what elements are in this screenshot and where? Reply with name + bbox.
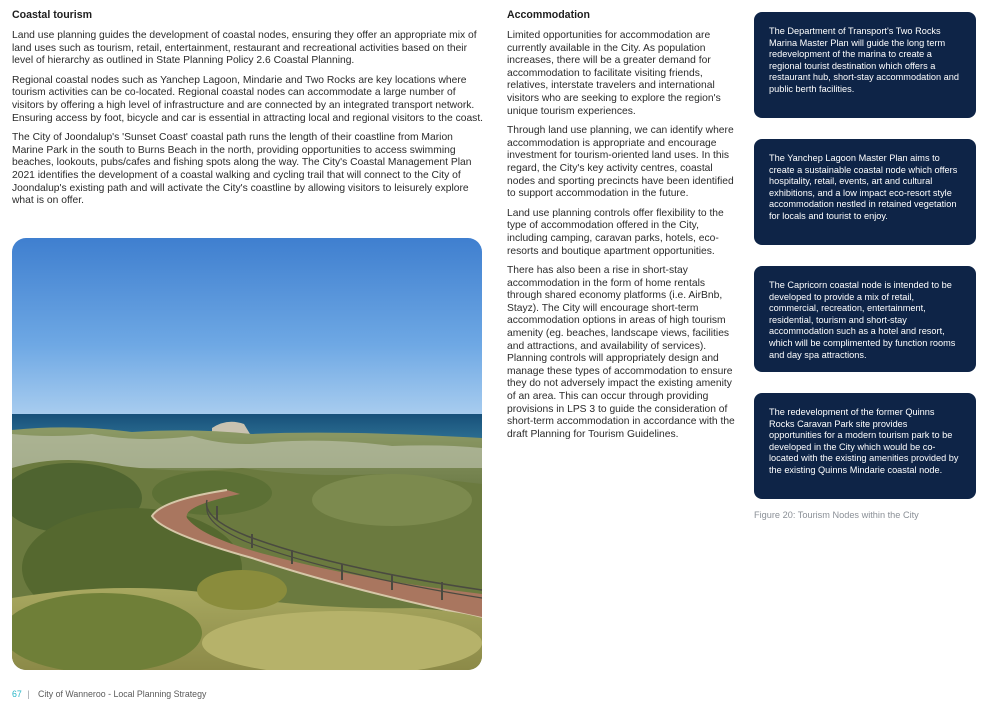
accommodation-paragraph-4: There has also been a rise in short-stay accommodation in the form of home rentals through shared economy platforms (i.e. AirBnb, Stayz). The City will encourage short-term accommodation options in areas of high tourism amenity (eg. beaches, landscape views, facilities and attractions, and availability of services). Planning controls will appropriately design and manage these types of accommodation to ensure they do not adversely impact the existing amenity of an area. This can occur through providing provisions in LPS 3 to guide the consideration of short-term accommodation in accordance with the draft Planning for Tourism Guidelines. xyxy=(507,265,735,440)
callout-two-rocks-marina: The Department of Transport's Two Rocks Marina Master Plan will guide the long term redevelopment of the marina to create a regional tourist destination which offers a restaurant hub, short-stay accommodation and public berth facilities. xyxy=(754,12,976,118)
accommodation-paragraph-1: Limited opportunities for accommodation are currently available in the City. As population increases, there will be a greater demand for accommodation to facilitate visiting friends, relatives, interstate travelers and international visitors who are seeking to explore the region's unique tourism experiences. xyxy=(507,30,721,117)
coastal-paragraph-3: The City of Joondalup's 'Sunset Coast' coastal path runs the length of their coastline from Marion Marine Park in the south to Burns Beach in the north, providing opportunities to access swimming beaches, lookouts, pubs/cafes and fishing spots along the way. The City's Coastal Management Plan 2021 identifies the development of a coastal walking and cycling trail that will connect to the City of Joondalup's existing path and will activate the City's coastline by allowing visitors to leisurely explore what is on offer. xyxy=(12,132,472,207)
page-footer xyxy=(12,689,206,699)
accommodation-paragraph-2: Through land use planning, we can identify where accommodation is appropriate and encourage investment for tourism-oriented land uses. In this regard, the City's key activity centres, coastal nodes and sporting precincts have been identified to support accommodation in the future. xyxy=(507,125,734,200)
accommodation-heading: Accommodation xyxy=(507,9,590,21)
document-title: City of Wanneroo - Local Planning Strategy xyxy=(38,689,207,699)
coastal-path-photo xyxy=(12,238,482,670)
callout-capricorn-node: The Capricorn coastal node is intended to be developed to provide a mix of retail, commercial, recreation, entertainment, residential, tourism and short-stay accommodation such as a hotel and resort, which will be complimented by function rooms and day spa attractions. xyxy=(754,266,976,372)
coastal-tourism-heading: Coastal tourism xyxy=(12,9,93,21)
callout-yanchep-lagoon: The Yanchep Lagoon Master Plan aims to create a sustainable coastal node which offers hospitality, retail, events, art and cultural exhibitions, and a low impact eco-resort style accommodation nestled in retained vegetation for locals and tourist to enjoy. xyxy=(754,139,976,245)
figure-caption: Figure 20: Tourism Nodes within the City xyxy=(754,510,919,520)
callout-quinns-rocks: The redevelopment of the former Quinns Rocks Caravan Park site provides opportunities for a modern tourism park to be developed in the City which would be co-located with the existing amenities provided by the existing Quinns Mindarie coastal node. xyxy=(754,393,976,499)
coastal-tourism-section xyxy=(12,9,487,215)
footer-separator: | xyxy=(27,689,30,699)
page-number: 67 xyxy=(12,689,22,699)
accommodation-section xyxy=(507,9,735,448)
accommodation-paragraph-3: Land use planning controls offer flexibility to the type of accommodation offered in the City, including camping, caravan parks, hotels, eco-resorts and boutique apartment opportunities. xyxy=(507,207,724,257)
coastal-paragraph-1: Land use planning guides the development of coastal nodes, ensuring they offer an appropriate mix of land uses such as tourism, retail, entertainment, restaurant and recreational activities based on their level of hierarchy as outlined in State Planning Policy 2.6 Coastal Planning. xyxy=(12,30,477,67)
coastal-paragraph-2: Regional coastal nodes such as Yanchep Lagoon, Mindarie and Two Rocks are key locations where tourism activities can be co-located. Regional coastal nodes can accommodate a large number of visitors by offering a high level of infrastructure and are connected by an integrated transport network. Ensuring access by foot, bicycle and car is essential in attracting local and regional visitors to the coast. xyxy=(12,74,484,124)
